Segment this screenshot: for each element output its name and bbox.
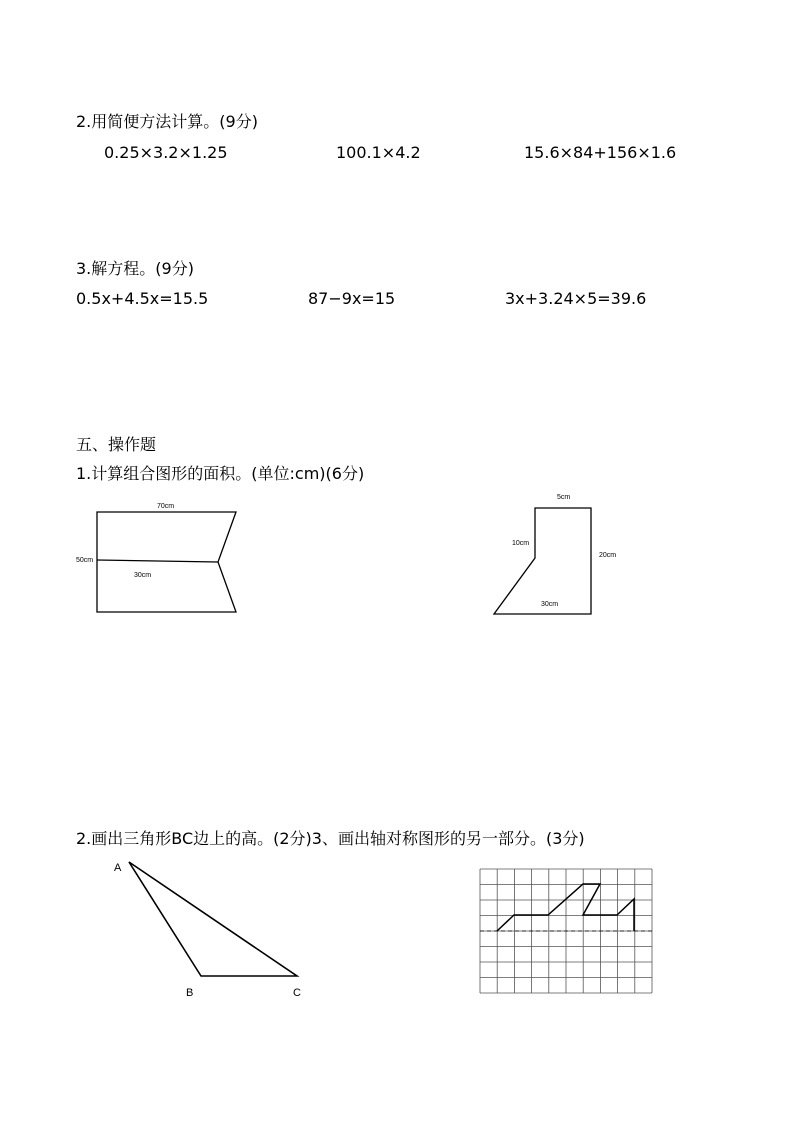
vertex-b-label: B <box>186 987 194 999</box>
section3-title: 3.解方程。(9分) <box>76 259 194 278</box>
fig1-left-label: 50cm <box>76 557 94 564</box>
problem-3-2: 87−9x=15 <box>308 289 396 308</box>
vertex-a-label: A <box>114 862 122 874</box>
part5-heading: 五、操作题 <box>76 435 157 454</box>
q1-title: 1.计算组合图形的面积。(单位:cm)(6分) <box>76 464 365 483</box>
fig2-top-label: 5cm <box>557 494 571 501</box>
half-figure <box>497 884 634 931</box>
problem-2-1: 0.25×3.2×1.25 <box>104 143 228 162</box>
fig1-mid-label: 30cm <box>134 572 152 579</box>
problem-3-1: 0.5x+4.5x=15.5 <box>76 289 209 308</box>
problem-2-3: 15.6×84+156×1.6 <box>524 143 677 162</box>
fig2-right-label: 20cm <box>599 552 617 559</box>
problem-2-2: 100.1×4.2 <box>336 143 421 162</box>
fig1-top-label: 70cm <box>157 503 175 510</box>
vertex-c-label: C <box>293 987 301 999</box>
q2-title: 2.画出三角形BC边上的高。(2分)3、画出轴对称图形的另一部分。(3分) <box>76 829 585 848</box>
fig2-left-label: 10cm <box>512 540 530 547</box>
problem-3-3: 3x+3.24×5=39.6 <box>505 289 647 308</box>
section2-title: 2.用简便方法计算。(9分) <box>76 112 258 131</box>
figure1-shape <box>97 512 236 612</box>
triangle-abc <box>129 862 297 976</box>
figure2-shape <box>494 508 591 614</box>
fig2-bottom-label: 30cm <box>541 601 559 608</box>
